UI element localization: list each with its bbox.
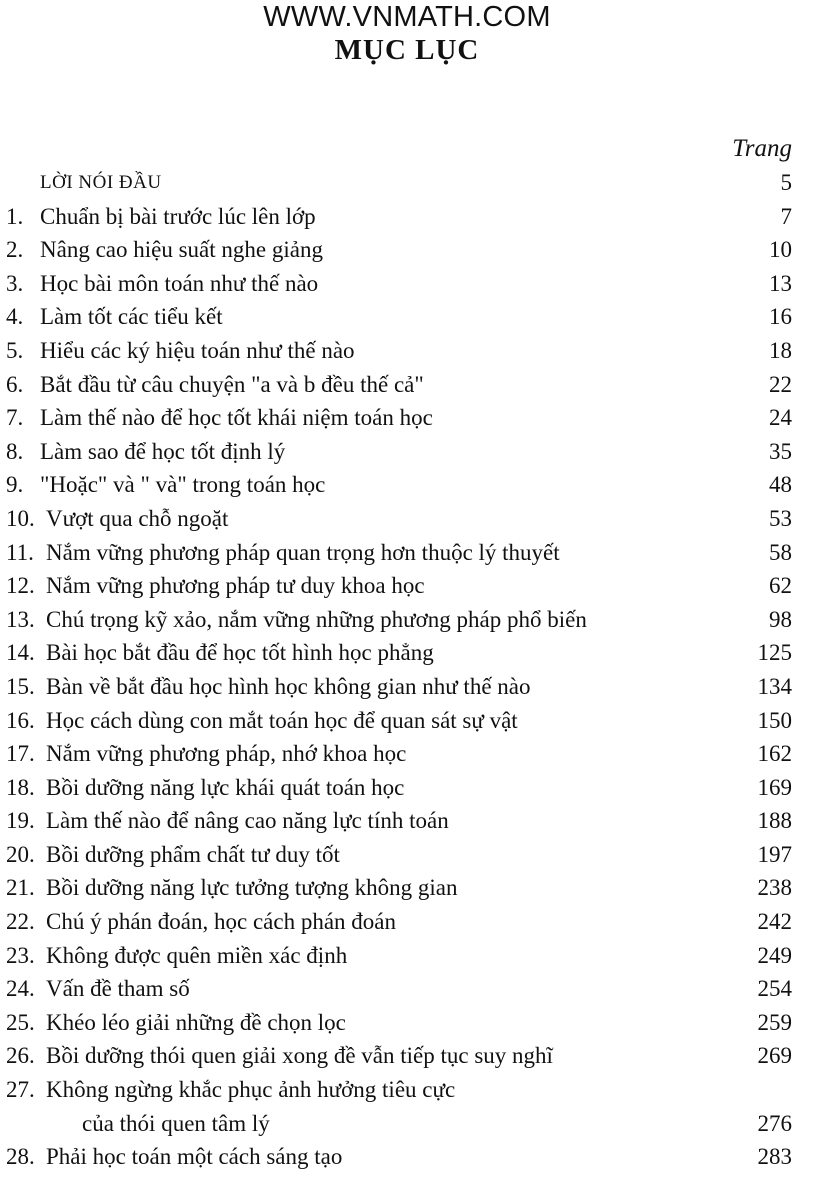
toc-entry-page: 7	[780, 203, 792, 229]
toc-entry-number: 22.	[6, 909, 35, 935]
toc-entry-title: Khéo léo giải những đề chọn lọc	[46, 1009, 346, 1035]
toc-entry-number: 10.	[6, 505, 35, 531]
toc-entry-title: Bàn về bắt đầu học hình học không gian như thế nào	[46, 673, 531, 699]
toc-entry-page: 10	[769, 237, 792, 263]
toc-entry-page: 242	[757, 909, 792, 935]
toc-entry	[0, 636, 814, 670]
toc-entry-number: 7.	[6, 405, 24, 431]
toc-entry-title: Chú trọng kỹ xảo, nắm vững những phương pháp phổ biến	[46, 606, 587, 632]
toc-entry-title: Hiểu các ký hiệu toán như thế nào	[40, 337, 355, 363]
toc-entry	[0, 1039, 814, 1073]
toc-entry-number: 25.	[6, 1009, 35, 1035]
toc-entry	[0, 737, 814, 771]
toc-entry-number: 20.	[6, 841, 35, 867]
toc-entry-number: 14.	[6, 640, 35, 666]
toc-entry	[0, 838, 814, 872]
toc-entry-title: Phải học toán một cách sáng tạo	[46, 1144, 343, 1170]
toc-entry	[0, 1073, 814, 1140]
toc-entry-title: Bồi dưỡng thói quen giải xong đề vẫn tiếp tục suy nghĩ	[46, 1043, 553, 1069]
toc-entry-page: 134	[757, 673, 792, 699]
toc-entry-page: 169	[757, 774, 792, 800]
toc-entry-number: 24.	[6, 976, 35, 1002]
toc-entry	[0, 670, 814, 704]
toc-entry-number: 15.	[6, 673, 35, 699]
toc-entry-page: 13	[769, 270, 792, 296]
toc-entry-number: 18.	[6, 774, 35, 800]
toc-entry-page: 162	[757, 741, 792, 767]
toc-entry	[0, 334, 814, 368]
toc-entry-title: Bắt đầu từ câu chuyện "a và b đều thế cả"	[40, 371, 424, 397]
toc-preface	[0, 166, 814, 200]
toc-entry-page: 197	[757, 841, 792, 867]
toc-entry	[0, 603, 814, 637]
toc-entry	[0, 233, 814, 267]
toc-preface-title: LỜI NÓI ĐẦU	[40, 172, 162, 193]
toc-entry-title-line2: của thói quen tâm lý	[82, 1110, 270, 1136]
toc-entry-title: Nắm vững phương pháp tư duy khoa học	[46, 573, 425, 599]
toc-entry-page: 62	[769, 573, 792, 599]
toc-entry-page: 283	[757, 1144, 792, 1170]
toc-entry-title: Làm sao để học tốt định lý	[40, 438, 286, 464]
toc-entry-title: Bài học bắt đầu để học tốt hình học phẳng	[46, 640, 434, 666]
toc-entry	[0, 804, 814, 838]
toc-entry	[0, 1006, 814, 1040]
toc-entry	[0, 200, 814, 234]
toc-entry-title: Nâng cao hiệu suất nghe giảng	[40, 237, 323, 263]
toc-entry-page: 259	[757, 1009, 792, 1035]
toc-entry-number: 21.	[6, 875, 35, 901]
page-title: MỤC LỤC	[334, 34, 480, 66]
toc-entry-title: Vượt qua chỗ ngoặt	[46, 505, 229, 531]
toc-entry-page: 58	[769, 539, 792, 565]
toc-entry-number: 17.	[6, 741, 35, 767]
toc-entry	[0, 368, 814, 402]
toc-entry-title: Học cách dùng con mắt toán học để quan sát sự vật	[46, 707, 518, 733]
toc-entry	[0, 468, 814, 502]
toc-entry-page: 18	[769, 337, 792, 363]
toc-entry	[0, 1140, 814, 1174]
toc-entry-page: 249	[757, 942, 792, 968]
toc-entry	[0, 771, 814, 805]
toc-entry	[0, 267, 814, 301]
toc-entry-page: 22	[769, 371, 792, 397]
toc-entry-page: 238	[757, 875, 792, 901]
toc-entry-page: 48	[769, 472, 792, 498]
toc-entry-title-wrap	[46, 1073, 455, 1140]
toc-entry-number: 19.	[6, 808, 35, 834]
toc-entry-page: 53	[769, 505, 792, 531]
toc-entry	[0, 536, 814, 570]
toc-entry	[0, 300, 814, 334]
toc-entry-title: Vấn đề tham số	[46, 976, 190, 1002]
toc-entry-number: 16.	[6, 707, 35, 733]
toc-entry-number: 27.	[6, 1077, 35, 1103]
toc-entry	[0, 939, 814, 973]
toc-entry-page: 150	[757, 707, 792, 733]
toc-entry-number: 11.	[6, 539, 34, 565]
toc-entry-title: Làm thế nào để nâng cao năng lực tính toán	[46, 808, 449, 834]
toc-entry-number: 9.	[6, 472, 24, 498]
toc-entry-title: Bồi dưỡng phẩm chất tư duy tốt	[46, 841, 340, 867]
toc-entry-page: 269	[757, 1043, 792, 1069]
toc-entry-number: 28.	[6, 1144, 35, 1170]
toc-entry-number: 6.	[6, 371, 24, 397]
toc-entry-title: Học bài môn toán như thế nào	[40, 270, 319, 296]
toc-entry-number: 23.	[6, 942, 35, 968]
toc-entry-page: 254	[757, 976, 792, 1002]
toc-entry-page: 125	[757, 640, 792, 666]
toc-entry-title: Bồi dưỡng năng lực khái quát toán học	[46, 774, 405, 800]
toc-entry-number: 12.	[6, 573, 35, 599]
toc-entry-number: 5.	[6, 337, 24, 363]
toc-entry-title: Làm thế nào để học tốt khái niệm toán học	[40, 405, 433, 431]
toc-entry-page: 98	[769, 606, 792, 632]
toc-entry-title: "Hoặc" và " và" trong toán học	[40, 472, 326, 498]
toc-entry-page: 35	[769, 438, 792, 464]
toc-entry	[0, 569, 814, 603]
toc-entry-title: Chuẩn bị bài trước lúc lên lớp	[40, 203, 316, 229]
toc-entry	[0, 905, 814, 939]
toc-entry-title: Làm tốt các tiểu kết	[40, 304, 223, 330]
toc-entry-number: 13.	[6, 606, 35, 632]
toc-entry-title: Nắm vững phương pháp, nhớ khoa học	[46, 741, 407, 767]
watermark-text: WWW.VNMATH.COM	[263, 1, 551, 33]
page-column-label: Trang	[732, 135, 792, 162]
toc-entry-number: 4.	[6, 304, 24, 330]
toc-entry-page: 188	[757, 808, 792, 834]
toc-entry-title: Không ngừng khắc phục ảnh hưởng tiêu cực	[46, 1077, 456, 1103]
toc-preface-page: 5	[780, 170, 792, 195]
toc-entry	[0, 435, 814, 469]
toc-entry-number: 8.	[6, 438, 24, 464]
toc-entry-number: 3.	[6, 270, 24, 296]
toc-entry-page: 276	[757, 1110, 792, 1136]
toc-entry-title: Bồi dưỡng năng lực tưởng tượng không gian	[46, 875, 458, 901]
toc-entry	[0, 704, 814, 738]
table-of-contents	[0, 166, 814, 1174]
toc-entry	[0, 871, 814, 905]
toc-entry-number: 1.	[6, 203, 24, 229]
toc-entry-title: Chú ý phán đoán, học cách phán đoán	[46, 909, 397, 935]
toc-entry-page: 16	[769, 304, 792, 330]
toc-entry	[0, 401, 814, 435]
toc-entry-title: Không được quên miền xác định	[46, 942, 348, 968]
toc-entry-title: Nắm vững phương pháp quan trọng hơn thuộc lý thuyết	[46, 539, 560, 565]
toc-entry	[0, 972, 814, 1006]
toc-entry-number: 2.	[6, 237, 24, 263]
toc-entry	[0, 502, 814, 536]
toc-entry-page: 24	[769, 405, 792, 431]
toc-entry-number: 26.	[6, 1043, 35, 1069]
